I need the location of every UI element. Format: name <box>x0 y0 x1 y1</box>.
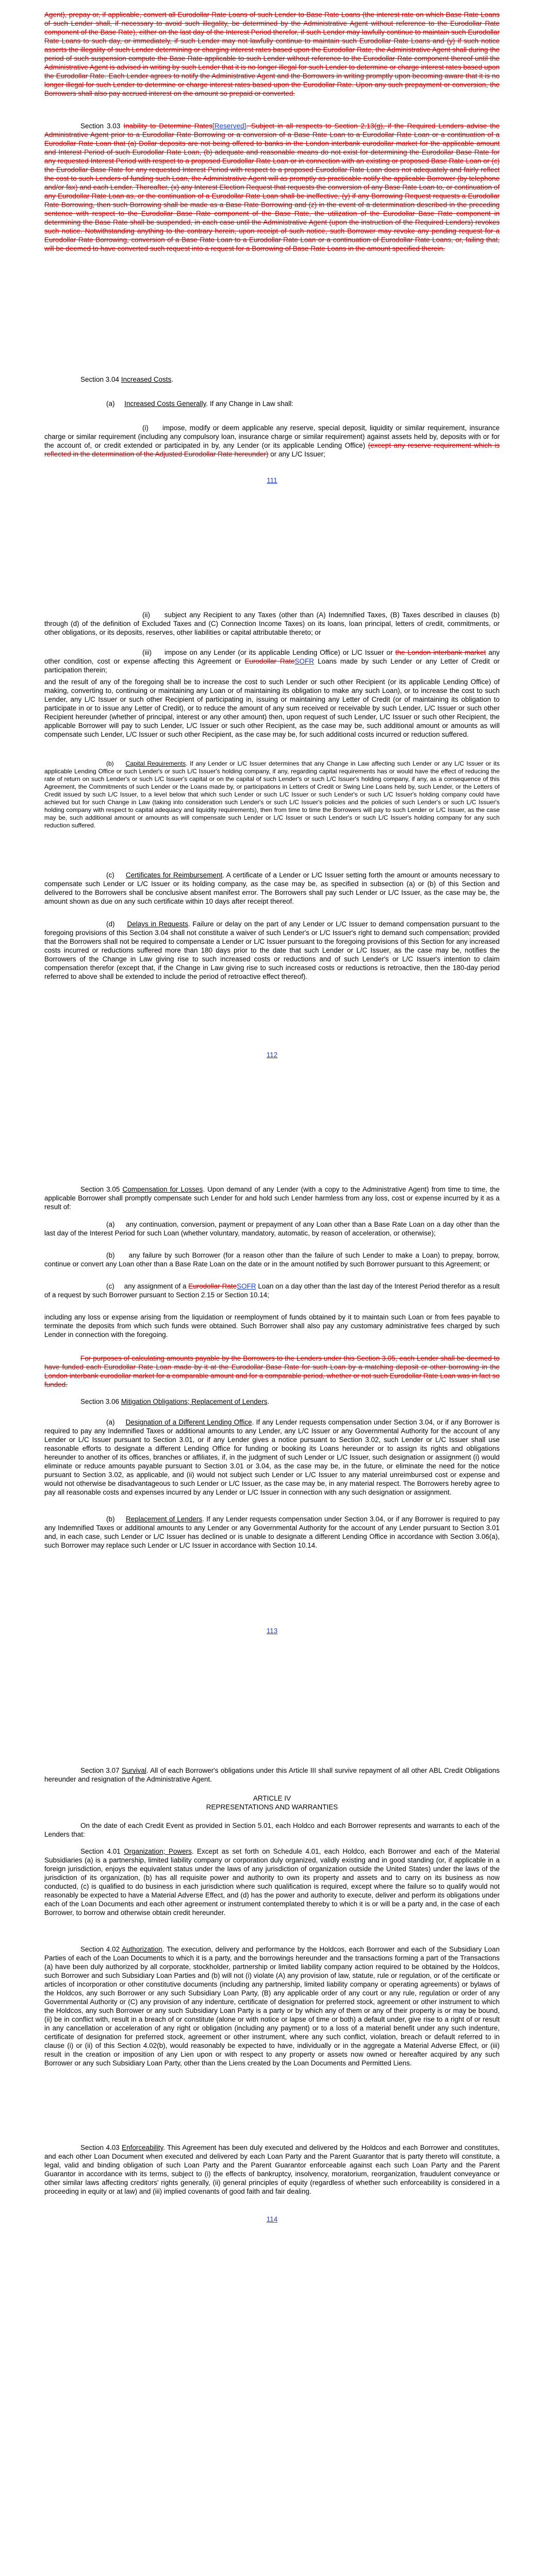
section-3-05: Section 3.05 Compensation for Losses. Upon demand of any Lender (with a copy to the Administrative Agent) from time to time, the applicable Borrower shall promptly compensate such Lender for and hold such Lender harmless from any loss, cost or expense incurred by it as a result of: <box>44 1185 500 1211</box>
section-3-05-c: (c) any assignment of a Eurodollar RateSOFR Loan on a day other than the last day of the Interest Period therefor as a result of a request by such Borrower pursuant to Section 2.15 or Section 10.14; <box>44 1282 500 1299</box>
section-3-04-a-tail: and the result of any of the foregoing shall be to increase the cost to such Lender or such other Recipient (or its applicable Lending Office) of making, converting to, continuing or maintaining any Loan or of maintaining its obligation to make any such Loan), or to increase the cost to such Lender, any L/C Issuer or such other Recipient of participating in, issuing or maintaining any Letter of Credit (or of maintaining its obligation to participate in or to issue any Letter of Credit), or to reduce the amount of any sum received or receivable by such Lender, L/C Issuer or such other Recipient hereunder (whether of principal, interest or any other amount) then, upon request of such Lender, L/C Issuer or such other Recipient, the applicable Borrower will pay to such Lender, L/C Issuer or such other Recipient, as the case may be, such additional amount or amounts as will compensate such Lender, L/C Issuer or such other Recipient, as the case may be, for such additional costs incurred or reduction suffered. <box>44 678 500 738</box>
section-3-04-a: (a) Increased Costs Generally. If any Change in Law shall: <box>106 400 293 408</box>
section-3-04-a-iii: (iii) impose on any Lender (or its applicable Lending Office) or L/C Issuer or the London interbank market any other condition, cost or expense affecting this Agreement or Eurodollar RateSOFR Loans made by such Lender or any Letter of Credit or participation therein; <box>44 649 500 674</box>
section-3-06-a: (a) Designation of a Different Lending Office. If any Lender requests compensation under Section 3.04, or if any Borrower is required to pay any Indemnified Taxes or additional amounts to any Lender, any L/C Issuer or any Governmental Authority for the account of any Lender or L/C Issuer pursuant to Section 3.01, or if any Lender gives a notice pursuant to Section 3.02, such Lender or L/C Issuer shall use reasonable efforts to designate a different Lending Office for funding or booking its Loans hereunder or to assign its rights and obligations hereunder to another of its offices, branches or affiliates, if, in the judgment of such Lender or L/C Issuer, such designation or assignment (i) would eliminate or reduce amounts payable pursuant to Section 3.01 or 3.04, as the case may be, in the future, or eliminate the need for the notice pursuant to Section 3.02, as applicable, and (ii) would not subject such Lender or L/C Issuer to any material unreimbursed cost or expense and would not otherwise be disadvantageous to such Lender or L/C Issuer, as the case may be, in any material respect. The Borrowers hereby agree to pay all reasonable costs and expenses incurred by any Lender or L/C Issuer in connection with any such designation or assignment. <box>44 1418 500 1496</box>
section-3-04-heading: Section 3.04 Increased Costs. <box>80 376 174 383</box>
article-iv-intro: On the date of each Credit Event as provided in Section 5.01, each Holdco and each Borrower represents and warrants to each of the Lenders that: <box>44 1822 500 1838</box>
section-3-05-tail: including any loss or expense arising from the liquidation or reemployment of funds obtained by it to maintain such Loan or from fees payable to terminate the deposits from which such funds were obtained. Such Borrower shall also pay any customary administrative fees charged by such Lender in connection with the foregoing. <box>44 1313 500 1338</box>
section-3-05-b: (b) any failure by such Borrower (for a reason other than the failure of such Lender to make a Loan) to prepay, borrow, continue or convert any Loan other than a Base Rate Loan on the date or in the amount notified by such Borrower pursuant to this Agreement; or <box>44 1251 500 1268</box>
page-number: 113 <box>266 1627 278 1635</box>
section-3-06-b: (b) Replacement of Lenders. If any Lender requests compensation under Section 3.04, or if any Borrower is required to pay any Indemnified Taxes or additional amounts to any Lender or any Governmental Authority for the account of any Lender pursuant to Section 3.01 and, in each case, such Lender or L/C Issuer has declined or is unable to designate a different Lending Office in accordance with Section 3.06(a), such Borrower may replace such Lender or L/C Issuer in accordance with Section 10.14. <box>44 1515 500 1549</box>
page-number: 111 <box>267 477 277 484</box>
page-number: 114 <box>266 2215 278 2223</box>
page-number: 112 <box>266 1051 278 1059</box>
article-iv-title: ARTICLE IV <box>253 1794 291 1802</box>
section-3-05-deleted-paragraph: For purposes of calculating amounts payable by the Borrowers to the Lenders under this Section 3.05, each Lender shall be deemed to have funded each Eurodollar Rate Loan made by it at the Eurodollar Base Rate for such Loan by a matching deposit or other borrowing in the London interbank eurodollar market for a comparable amount and for a comparable period, whether or not such Eurodollar Rate Loan was in fact so funded. <box>44 1354 500 1388</box>
section-3-04-c: (c) Certificates for Reimbursement. A certificate of a Lender or L/C Issuer setting forth the amount or amounts necessary to compensate such Lender or L/C Issuer or its holding company, as the case may be, as specified in subsection (a) or (b) of this Section and delivered to the Borrowers shall be conclusive absent manifest error. The Borrowers shall pay such Lender or L/C Issuer, as the case may be, the amount shown as due on any such certificate within 10 days after receipt thereof. <box>44 871 500 905</box>
section-4-02: Section 4.02 Authorization. The execution, delivery and performance by the Holdcos, each Borrower and each of the Subsidiary Loan Parties of each of the Loan Documents to which it is a party, and the borrowings hereunder and the transactions forming a part of the Transactions (a) have been duly authorized by all corporate, stockholder, partnership or limited liability company action required to be obtained by the Holdcos, such Borrower and such Subsidiary Loan Parties and (b) will not (i) violate (A) any provision of law, statute, rule or regulation, or of the certificate or articles of incorporation or other constitutive documents (including any partnership, limited liability company or operating agreements) or bylaws of the Holdcos, any such Borrower or any such Subsidiary Loan Party, (B) any applicable order of any court or any rule, regulation or order of any Governmental Authority or (C) any provision of any indenture, certificate of designation for preferred stock, agreement or other instrument to which the Holdcos, any such Borrower or any such Subsidiary Loan Party is a party or by which any of them or any of their property is or may be bound, (ii) be in conflict with, result in a breach of or constitute (alone or with notice or lapse of time or both) a default under, give rise to a right of or result in any cancellation or acceleration of any right or obligation (including any payment) or to a loss of a material benefit under any such indenture, certificate of designation for preferred stock, agreement or other instrument, where any such conflict, violation, breach or default referred to in clause (i) or (ii) of this Section 4.02(b), would reasonably be expected to have, individually or in the aggregate a Material Adverse Effect, or (iii) result in the creation or imposition of any Lien upon or with respect to any property or assets now owned or hereafter acquired by any such Borrower or any such Subsidiary Loan Party, other than the Liens created by the Loan Documents and Permitted Liens. <box>44 1945 500 2067</box>
section-3-04-b: (b) Capital Requirements. If any Lender or L/C Issuer determines that any Change in Law affecting such Lender or any L/C Issuer or its applicable Lending Office or such Lender's or such L/C Issuer's holding company, if any, regarding capital requirements has or would have the effect of reducing the rate of return on such Lender's or such L/C Issuer's capital or on the capital of such Lender's or such L/C Issuer's holding company, if any, as a consequence of this Agreement, the Commitments of such Lender or the Loans made by, or participations in Letters of Credit or Swing Line Loans held by, such Lender, or the Letters of Credit issued by such L/C Issuer, to a level below that which such Lender or such L/C Issuer or such Lender's or such L/C Issuer's holding company could have achieved but for such Change in Law (taking into consideration such Lender's or such L/C Issuer's policies and the policies of such Lender's or such L/C Issuer's holding company with respect to capital adequacy and liquidity requirements), then from time to time the Borrowers will pay to such Lender or L/C Issuer, as the case may be, such additional amount or amounts as will compensate such Lender or L/C Issuer or such Lender's or such L/C Issuer's holding company for any such reduction suffered. <box>44 760 500 829</box>
paragraph-illegality-continued: Agent), prepay or, if applicable, convert all Eurodollar Rate Loans of such Lender to Base Rate Loans (the interest rate on which Base Rate Loans of such Lender shall, if necessary to avoid such illegality, be determined by the Administrative Agent without reference to the Eurodollar Rate component of the Base Rate), either on the last day of the Interest Period therefor, if such Lender may lawfully continue to maintain such Eurodollar Rate Loans to such day, or immediately, if such Lender may not lawfully continue to maintain such Eurodollar Rate Loans and (y) if such notice asserts the illegality of such Lender determining or charging interest rates based upon the Eurodollar Rate, the Administrative Agent shall during the period of such suspension compute the Base Rate applicable to such Lender without reference to the Eurodollar Rate component thereof until the Administrative Agent is advised in writing by such Lender that it is no longer illegal for such Lender to determine or charge interest rates based upon the Eurodollar Rate. Each Lender agrees to notify the Administrative Agent and the Borrowers in writing promptly upon becoming aware that it is no longer illegal for such Lender to determine or charge interest rates based upon the Eurodollar Rate. Upon any such prepayment or conversion, the Borrowers shall also pay accrued interest on the amount so prepaid or converted. <box>44 11 500 97</box>
article-iv-subtitle: REPRESENTATIONS AND WARRANTIES <box>206 1803 338 1811</box>
section-3-06-heading: Section 3.06 Mitigation Obligations; Replacement of Lenders. <box>80 1398 270 1405</box>
section-3-04-a-i: (i) impose, modify or deem applicable any reserve, special deposit, liquidity or similar requirement, insurance charge or similar requirement (including any compulsory loan, insurance charge or similar requirement) against assets held by, deposits with or for the account of, or credit extended or participated in by, any Lender (or its applicable Lending Office) (except any reserve requirement which is reflected in the determination of the Adjusted Eurodollar Rate hereunder) or any L/C Issuer; <box>44 424 500 458</box>
section-3-05-a: (a) any continuation, conversion, payment or prepayment of any Loan other than a Base Rate Loan on a day other than the last day of the Interest Period for such Loan (whether voluntary, mandatory, automatic, by reason of acceleration, or otherwise); <box>44 1221 500 1237</box>
section-4-03: Section 4.03 Enforceability. This Agreement has been duly executed and delivered by the Holdcos and each Borrower and constitutes, and each other Loan Document when executed and delivered by each Loan Party and the Parent Guarantor that is party thereto will constitute, a legal, valid and binding obligation of such Loan Party and the Parent Guarantor enforceable against each such Loan Party and the Parent Guarantor in accordance with its terms, subject to (i) the effects of bankruptcy, insolvency, moratorium, reorganization, fraudulent conveyance or other similar laws affecting creditors' rights generally, (ii) general principles of equity (regardless of whether such enforceability is considered in a proceeding in equity or at law) and (iii) implied covenants of good faith and fair dealing. <box>44 2144 500 2195</box>
section-3-04-a-ii: (ii) subject any Recipient to any Taxes (other than (A) Indemnified Taxes, (B) Taxes described in clauses (b) through (d) of the definition of Excluded Taxes and (C) Connection Income Taxes) on its loans, loan principal, letters of credit, commitments, or other obligations, or its deposits, reserves, other liabilities or capital attributable thereto; or <box>44 611 500 636</box>
section-3-07: Section 3.07 Survival. All of each Borrower's obligations under this Article III shall survive repayment of all other ABL Credit Obligations hereunder and resignation of the Administrative Agent. <box>44 1767 500 1783</box>
section-3-03: Section 3.03 Inability to Determine Rates[Reserved]. Subject in all respects to Section 2.13(g), if the Required Lenders advise the Administrative Agent prior to a Eurodollar Rate Borrowing or a conversion of a Base Rate Loan to a Eurodollar Rate Loan or a continuation of a Eurodollar Rate Loan that (a) Dollar deposits are not being offered to banks in the London interbank eurodollar market for the applicable amount and Interest Period of such Eurodollar Rate Loan, (b) adequate and reasonable means do not exist for determining the Eurodollar Base Rate for any requested Interest Period with respect to a proposed Eurodollar Rate Loan or in connection with an existing or proposed Base Rate Loan or (c) the Eurodollar Base Rate for any requested Interest Period with respect to a proposed Eurodollar Rate Loan does not adequately and fairly reflect the cost to such Lenders of funding such Loan, the Administrative Agent will as promptly as practicable notify the applicable Borrower (by telephone and/or fax) and each Lender. Thereafter, (x) any Interest Election Request that requests the conversion of any Base Rate Loan to, or continuation of any Eurodollar Rate Loan as, or the continuation of a Eurodollar Rate Loan shall be ineffective, (y) if any Borrowing Request requests a Eurodollar Rate Borrowing, then such Borrowing shall be made as a Base Rate Borrowing and (z) in the event of a determination described in the preceding sentence with respect to the Eurodollar Base Rate component of the Base Rate, the utilization of the Eurodollar Base Rate component in determining the Base Rate shall be suspended, in each case until the Administrative Agent (upon the instruction of the Required Lenders) revokes such notice. Notwithstanding anything to the contrary herein, upon receipt of such notice, such Borrower may revoke any pending request for a Eurodollar Rate Borrowing, conversion of a Base Rate Loan to a Eurodollar Rate Loan or a continuation of Eurodollar Rate Loans, or, failing that, will be deemed to have converted such request into a request for a Borrowing of Base Rate Loans in the amount specified therein. <box>44 122 500 252</box>
section-3-04-d: (d) Delays in Requests. Failure or delay on the part of any Lender or L/C Issuer to demand compensation pursuant to the foregoing provisions of this Section 3.04 shall not constitute a waiver of such Lender's or L/C Issuer's right to demand such compensation; provided that the Borrowers shall not be required to compensate a Lender or L/C Issuer pursuant to the foregoing provisions of this Section for any increased costs incurred or reductions suffered more than 180 days prior to the date that such Lender or L/C Issuer, as the case may be, notifies the Borrowers of the Change in Law giving rise to such increased costs or reductions and of such Lender's or L/C Issuer's intention to claim compensation therefor (except that, if the Change in Law giving rise to such increased costs or reductions is retroactive, then the 180-day period referred to above shall be extended to include the period of retroactive effect thereof). <box>44 920 500 980</box>
section-4-01: Section 4.01 Organization; Powers. Except as set forth on Schedule 4.01, each Holdco, each Borrower and each of the Material Subsidiaries (a) is a partnership, limited liability company or corporation duly organized, validly existing and in good standing (or, if applicable in a foreign jurisdiction, enjoys the equivalent status under the laws of any jurisdiction of organization outside the United States) under the laws of the jurisdiction of its organization, (b) has all requisite power and authority to own its property and assets and to carry on its business as now conducted, (c) is qualified to do business in each jurisdiction where such qualification is required, except where the failure so to qualify would not reasonably be expected to have a Material Adverse Effect, and (d) has the power and authority to execute, deliver and perform its obligations under each of the Loan Documents and each other agreement or instrument contemplated thereby to which it is or will be a party and, in the case of each Borrower, to borrow and otherwise obtain credit hereunder. <box>44 1848 500 1917</box>
